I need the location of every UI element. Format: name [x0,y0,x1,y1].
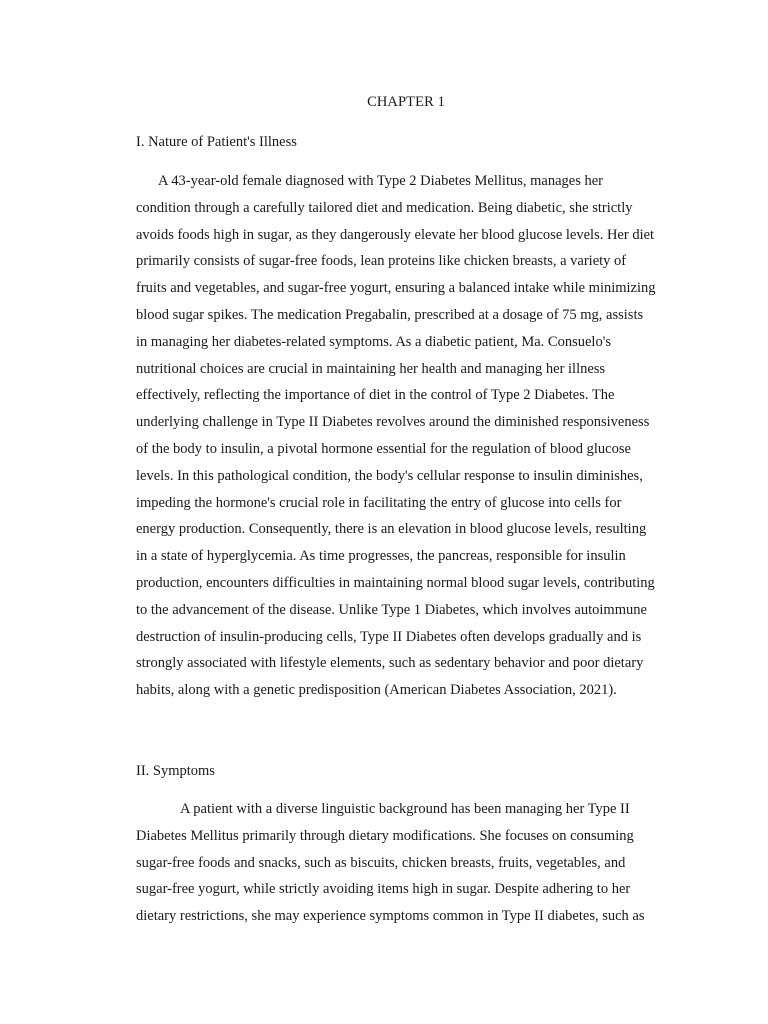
section-heading-nature-of-illness: I. Nature of Patient's Illness [136,134,297,150]
text-line: energy production. Consequently, there is an elevation in blood glucose levels, resulting [136,521,647,538]
text-line: to the advancement of the disease. Unlike Type 1 Diabetes, which involves autoimmune [136,601,647,618]
paragraph-symptoms [136,796,680,930]
text-line: habits, along with a genetic predisposition (American Diabetes Association, 2021). [136,682,617,699]
paragraph-nature-of-illness [136,168,680,704]
text-line: fruits and vegetables, and sugar-free yogurt, ensuring a balanced intake while minimizing [136,280,656,297]
text-line: effectively, reflecting the importance of diet in the control of Type 2 Diabetes. The [136,387,615,404]
text-line: A patient with a diverse linguistic background has been managing her Type II [180,801,630,817]
text-line: levels. In this pathological condition, the body's cellular response to insulin diminishes, [136,467,643,484]
section-heading-symptoms: II. Symptoms [136,763,215,779]
text-line: Diabetes Mellitus primarily through dietary modifications. She focuses on consuming [136,827,634,844]
text-line: impeding the hormone's crucial role in facilitating the entry of glucose into cells for [136,494,622,511]
text-line: of the body to insulin, a pivotal hormone essential for the regulation of blood glucose [136,440,631,457]
text-line: sugar-free yogurt, while strictly avoiding items high in sugar. Despite adhering to her [136,881,631,898]
text-line: underlying challenge in Type II Diabetes revolves around the diminished responsiveness [136,414,650,431]
text-line: dietary restrictions, she may experience symptoms common in Type II diabetes, such as [136,908,645,925]
text-line: destruction of insulin-producing cells, Type II Diabetes often develops gradually and is [136,628,642,645]
text-line: avoids foods high in sugar, as they dangerously elevate her blood glucose levels. Her diet [136,226,655,243]
text-line: blood sugar spikes. The medication Pregabalin, prescribed at a dosage of 75 mg, assists [136,306,644,323]
text-line: condition through a carefully tailored diet and medication. Being diabetic, she strictly [136,199,633,216]
text-line: nutritional choices are crucial in maintaining her health and managing her illness [136,360,606,377]
text-line: strongly associated with lifestyle elements, such as sedentary behavior and poor dietary [136,655,644,672]
text-line: sugar-free foods and snacks, such as biscuits, chicken breasts, fruits, vegetables, and [136,854,626,871]
text-line: production, encounters difficulties in maintaining normal blood sugar levels, contributing [136,574,655,591]
text-line: in a state of hyperglycemia. As time progresses, the pancreas, responsible for insulin [136,548,626,565]
text-line: primarily consists of sugar-free foods, lean proteins like chicken breasts, a variety of [136,253,627,270]
text-line: in managing her diabetes-related symptoms. As a diabetic patient, Ma. Consuelo's [136,333,611,350]
text-line: A 43-year-old female diagnosed with Type 2 Diabetes Mellitus, manages her [158,173,603,189]
chapter-title: CHAPTER 1 [367,94,445,110]
